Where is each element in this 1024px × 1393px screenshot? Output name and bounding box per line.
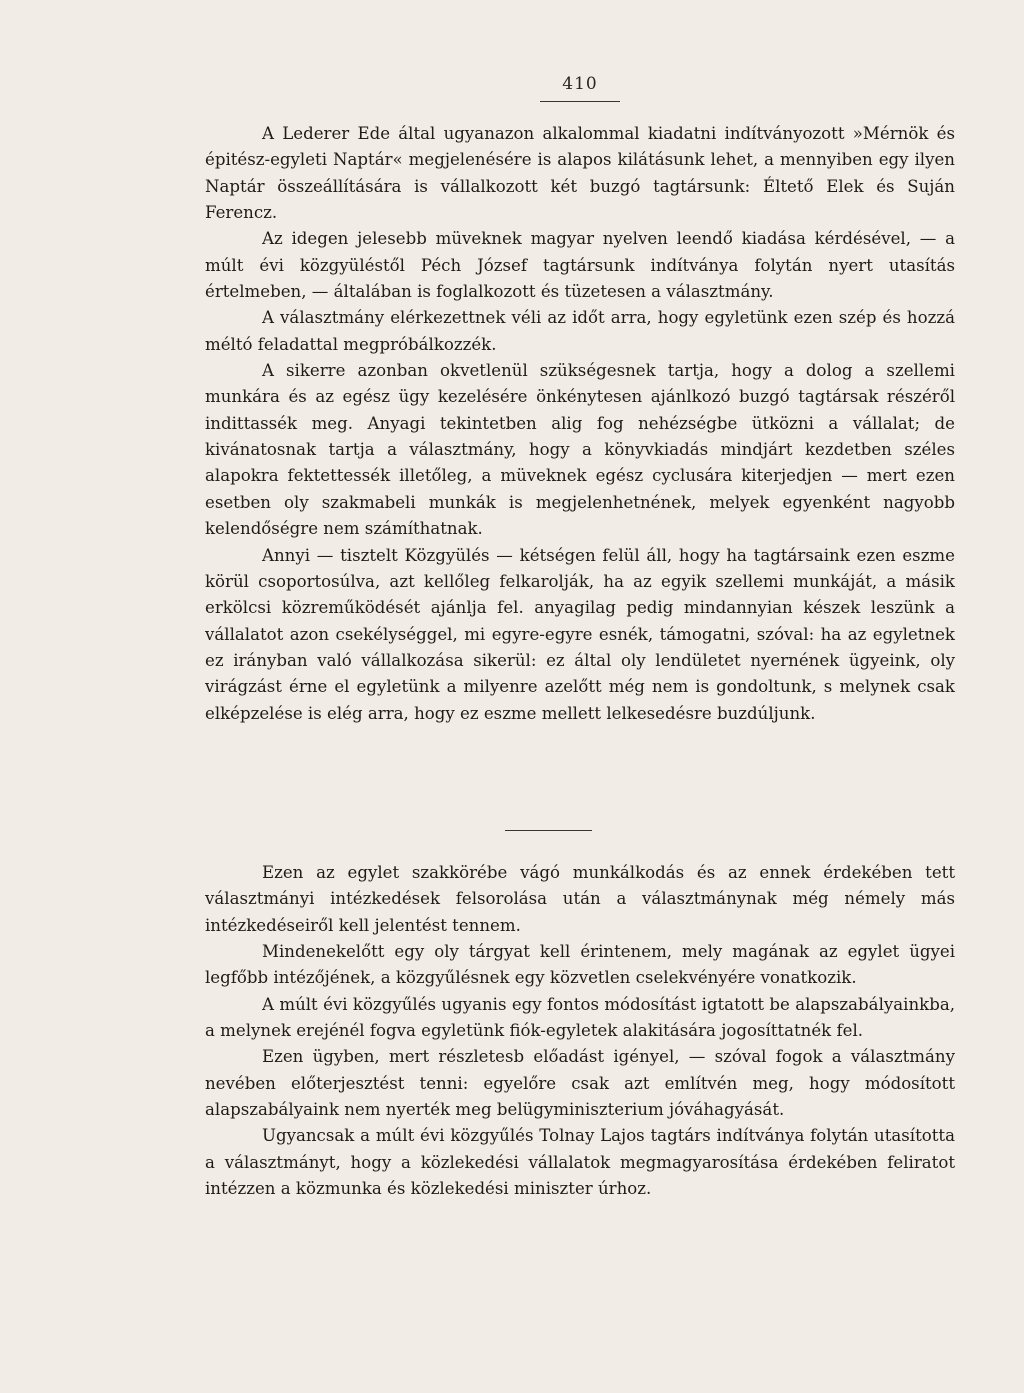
- paragraph: Ezen ügyben, mert részletesb előadást igényel, — szóval fogok a választmány nevében előterjesztést tenni: egyelőre csak azt említvén meg, hogy módosított alapszabályaink nem nyerték meg belügyminiszterium jóváhagyását.: [205, 1047, 955, 1120]
- page-number: 410: [562, 74, 598, 94]
- paragraph: Annyi — tisztelt Közgyülés — kétségen felül áll, hogy ha tagtársaink ezen eszme körül csoportosúlva, azt kellőleg felkarolják, ha az egyik szellemi munkáját, a másik erkölcsi közreműködését ajánlja fel. anyagilag pedig mindannyian készek leszünk a vállalatot azon csekélységgel, mi egyre-egyre esnék, támogatni, szóval: ha az egyletnek ez irányban való vállalkozása sikerül: ez által oly lendületet nyernének ügyeink, oly virágzást érne el egyletünk a milyenre azelőtt még nem is gondoltunk, s melynek csak elképzelése is elég arra, hogy ez eszme mellett lelkesedésre buzdúljunk.: [205, 545, 955, 723]
- paragraph: A Lederer Ede által ugyanazon alkalommal kiadatni indítványozott »Mérnök és épitész-egyleti Naptár« megjelenésére is alapos kilátásunk lehet, a mennyiben egy ilyen Naptár összeállítására is vállalkozott két buzgó tagtársunk: Éltető Elek és Suján Ferencz.: [205, 124, 955, 223]
- paragraph: Mindenekelőtt egy oly tárgyat kell érintenem, mely magának az egylet ügyei legfőbb intézőjének, a közgyűlésnek egy közvetlen cselekvényére vonatkozik.: [205, 942, 955, 988]
- paragraph: A múlt évi közgyűlés ugyanis egy fontos módosítást igtatott be alapszabályainkba, a melynek erejénél fogva egyletünk fiók-egyletek alakitására jogosíttatnék fel.: [205, 994, 955, 1041]
- paragraph: Ugyancsak a múlt évi közgyűlés Tolnay Lajos tagtárs indítványa folytán utasította a választmányt, hogy a közlekedési vállalatok megmagyarosítása érdekében feliratot intézzen a közmunka és közlekedési miniszter úrhoz.: [205, 1126, 955, 1199]
- second-section: [205, 860, 955, 1202]
- paragraph: Ezen az egylet szakkörébe vágó munkálkodás és az ennek érdekében tett választmányi intézkedések felsorolása után a választmánynak még némely más intézkedéseiről kell jelentést tennem.: [205, 863, 955, 935]
- paragraph: A sikerre azonban okvetlenül szükségesnek tartja, hogy a dolog a szellemi munkára és az egész ügy kezelésére önkénytesen ajánlkozó buzgó tagtársak részéről indittassék meg. Anyagi tekintetben alig fog nehézségbe ütközni a vállalat; de kivánatosnak tartja a választmány, hogy a könyvkiadás mindjárt kezdetben széles alapokra fektettessék illetőleg, a müveknek egész cyclusára kiterjedjen — mert ezen esetben oly szakmabeli munkák is megjelenhetnének, melyek egyenként nagyobb kelendőségre nem számíthatnak.: [205, 361, 955, 539]
- paragraph: A választmány elérkezettnek véli az időt arra, hogy egyletünk ezen szép és hozzá méltó feladattal megpróbálkozzék.: [205, 308, 955, 354]
- page-number-underline: [540, 101, 620, 102]
- section-divider: [505, 830, 592, 831]
- first-section: [205, 121, 955, 727]
- paragraph: Az idegen jelesebb müveknek magyar nyelven leendő kiadása kérdésével, — a múlt évi közgyüléstől Péch József tagtársunk indítványa folytán nyert utasítás értelmeben, — általában is foglalkozott és tüzetesen a választmány.: [205, 229, 955, 302]
